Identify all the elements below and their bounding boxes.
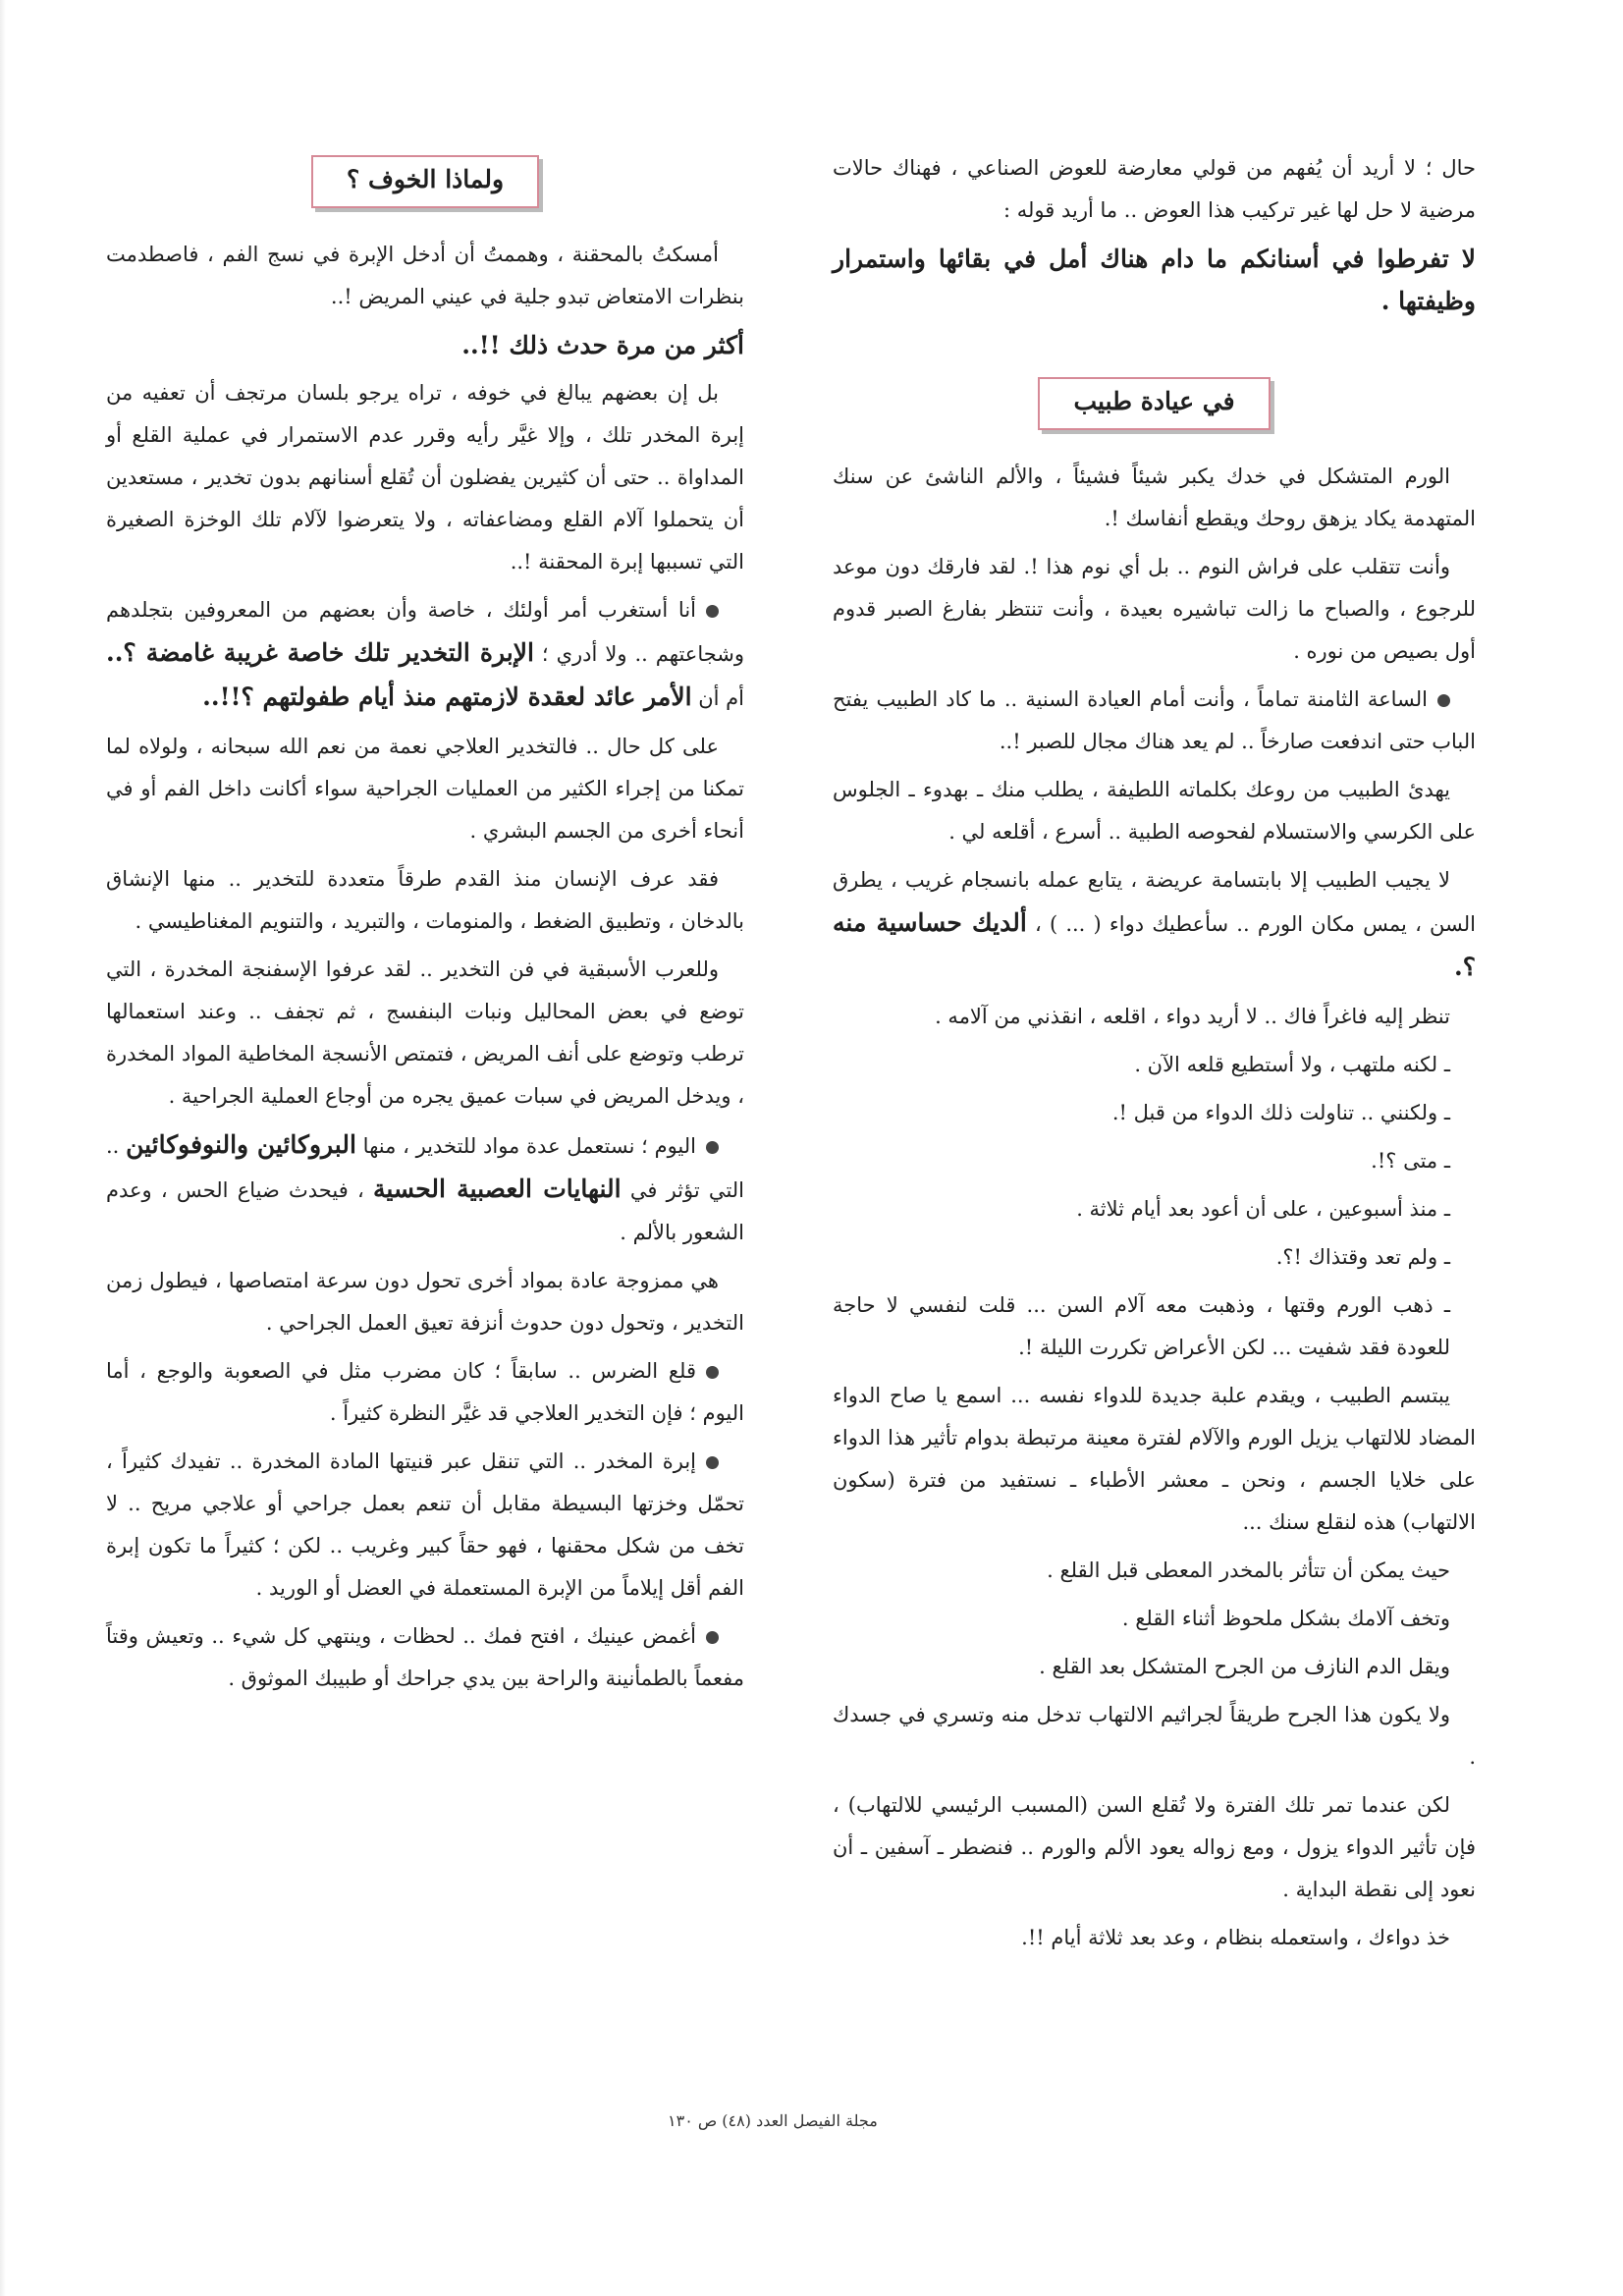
intro-paragraph: حال ؛ لا أريد أن يُفهم من قولي معارضة للعوض الصناعي ، فهناك حالات مرضية لا حل لها غير تركيب هذا العوض .. ما أريد قوله :: [833, 156, 1476, 222]
paragraph: هي ممزوجة عادة بمواد أخرى تحول دون سرعة امتصاصها ، فيطول زمن التخدير ، وتحول دون حدوث أنزفة تعيق العمل الجراحي .: [106, 1269, 744, 1335]
right-column: [833, 147, 1476, 1965]
paragraph: خذ دواءك ، واستعمله بنظام ، وعد بعد ثلاثة أيام !!.: [1021, 1926, 1450, 1949]
paragraph-text: أغمض عينيك ، افتح فمك .. لحظات ، وينتهي كل شيء .. وتعيش وقتاً مفعماً بالطمأنينة والراحة بين يدي جراحك أو طبيبك الموثوق .: [106, 1624, 744, 1690]
paragraph-emphasis: الإبرة التخدير تلك خاصة غريبة غامضة ؟..: [106, 638, 534, 667]
list-item: ويقل الدم النازف من الجرح المتشكل بعد القلع .: [1039, 1655, 1450, 1678]
bullet-icon: [1437, 694, 1450, 707]
dialogue-line: ـ ولم تعد وقتذاك !؟.: [1275, 1245, 1450, 1269]
paragraph-text: أنا أستغرب أمر أولئك ، خاصة وأن بعضهم من المعروفين بتجلدهم وشجاعتهم .. ولا أدري ؛: [106, 598, 745, 666]
paragraph-text: لا يجيب الطبيب إلا بابتسامة عريضة ، يتابع عمله بانسجام غريب ، يطرق السن ، يمس مكان الورم .. سأعطيك دواء ( ... ) ،: [833, 868, 1476, 936]
paragraph-text: اليوم ؛ نستعمل عدة مواد للتخدير ، منها: [362, 1134, 696, 1158]
paragraph: [106, 1615, 744, 1700]
paragraph-text: قلع الضرس .. سابقاً ؛ كان مضرب مثل في الصعوبة والوجع ، أما اليوم ؛ فإن التخدير العلاجي قد غيَّر النظرة كثيراً .: [106, 1359, 744, 1425]
dialogue-line: ـ منذ أسبوعين ، على أن أعود بعد أيام ثلاثة .: [1076, 1197, 1450, 1221]
paragraph: وللعرب الأسبقية في فن التخدير .. لقد عرفوا الإسفنجة المخدرة ، التي توضع في بعض المحاليل ونبات البنفسج ، ثم تجفف .. وعند استعمالها ترطب وتوضع على أنف المريض ، فتمتص الأنسجة المخاطية المواد المخدرة ، ويدخل المريض في سبات عميق يجره من أوجاع العملية الجراحية .: [106, 957, 744, 1108]
paragraph-text: إبرة المخدر .. التي تنقل عبر قنيتها المادة المخدرة .. تفيدك كثيراً ، تحمّل وخزتها البسيطة مقابل أن تنعم بعمل جراحي أو علاجي مريح .. لا تخف من شكل محقنها ، فهو حقاً كبير وغريب .. لكن ؛ كثيراً ما تكون إبرة الفم أقل إيلاماً من الإبرة المستعملة في العضل أو الوريد .: [106, 1449, 744, 1600]
intro-emphasis: لا تفرطوا في أسنانكم ما دام هناك أمل في بقائها واستمرار وظيفتها .: [833, 245, 1476, 315]
paragraph-text: .. التي تؤثر في: [106, 1134, 745, 1202]
paragraph: [106, 1123, 744, 1254]
paragraph-text: ، فيحدث ضياع الحس ، وعدم الشعور بالألم .: [106, 1178, 744, 1244]
dialogue-line: ـ متى ؟!.: [1371, 1149, 1450, 1173]
dialogue-line: ـ ولكنني .. تناولت ذلك الدواء من قبل !.: [1111, 1101, 1450, 1124]
paragraph: يبتسم الطبيب ، ويقدم علبة جديدة للدواء نفسه ... اسمع يا صاح الدواء المضاد للالتهاب يزيل الورم والآلام لفترة معينة مرتبطة بدوام تأثير هذا الدواء على خلايا الجسم ، ونحن ـ معشر الأطباء ـ نستفيد من فترة (سكون الالتهاب) هذه لنقلع سنك ...: [833, 1384, 1476, 1534]
list-item: حيث يمكن أن تتأثر بالمخدر المعطى قبل القلع .: [1047, 1558, 1450, 1582]
paragraph: [833, 859, 1476, 990]
scan-edge: [0, 0, 6, 2296]
bullet-icon: [706, 605, 719, 618]
bullet-icon: [706, 1366, 719, 1379]
dialogue-line: ـ ذهب الورم وقتها ، وذهبت معه آلام السن ... قلت لنفسي لا حاجة للعودة فقد شفيت ... لكن الأعراض تكررت الليلة !.: [833, 1293, 1450, 1359]
bullet-icon: [706, 1631, 719, 1644]
bullet-icon: [706, 1456, 719, 1469]
dialogue-line: ـ لكنه ملتهب ، ولا أستطيع قلعه الآن .: [1134, 1053, 1450, 1076]
list-item: وتخف آلامك بشكل ملحوظ أثناء القلع .: [1121, 1607, 1450, 1630]
paragraph: [833, 679, 1476, 763]
paragraph-text: الساعة الثامنة تماماً ، وأنت أمام العيادة السنية .. ما كاد الطبيب يفتح الباب حتى اندفعت صارخاً .. لم يعد هناك مجال للصبر !..: [833, 687, 1476, 753]
paragraph-emphasis: البروكائين والنوفوكائين: [126, 1130, 356, 1159]
section-heading-clinic: في عيادة طبيب: [1038, 377, 1270, 430]
paragraph-emphasis: أكثر من مرة حدث ذلك !!..: [461, 331, 744, 359]
paragraph: الورم المتشكل في خدك يكبر شيئاً فشيئاً ، والألم الناشئ عن سنك المتهدمة يكاد يزهق روحك ويقطع أنفاسك !.: [833, 465, 1476, 530]
paragraph-emphasis: ألديك حساسية منه ؟.: [833, 908, 1476, 981]
paragraph: بل إن بعضهم يبالغ في خوفه ، تراه يرجو بلسان مرتجف أن تعفيه من إبرة المخدر تلك ، وإلا غيَّر رأيه وقرر عدم الاستمرار في عملية القلع أو المداواة .. حتى أن كثيرين يفضلون أن تُقلع أسنانهم بدون تخدير ، مستعدين أن يتحملوا آلام القلع ومضاعفاته ، ولا يتعرضوا لآلام تلك الوخزة الصغيرة التي تسببها إبرة المحقنة !..: [106, 381, 744, 574]
paragraph: تنظر إليه فاغراً فاك .. لا أريد دواء ، اقلعه ، انقذني من آلامه .: [935, 1005, 1450, 1028]
paragraph: يهدئ الطبيب من روعك بكلماته اللطيفة ، يطلب منك ـ بهدوء ـ الجلوس على الكرسي والاستسلام لفحوصه الطبية .. أسرع ، أقلعه لي .: [833, 778, 1476, 844]
paragraph-emphasis: الأمر عائد لعقدة لازمتهم منذ أيام طفولتهم ؟!!..: [202, 683, 692, 711]
paragraph: [106, 1441, 744, 1610]
section-heading-fear: ولماذا الخوف ؟: [311, 155, 539, 208]
paragraph: [106, 1350, 744, 1435]
paragraph-text: أم أن: [698, 686, 744, 710]
paragraph: على كل حال .. فالتخدير العلاجي نعمة من نعم الله سبحانه ، ولولاه لما تمكنا من إجراء الكثير من العمليات الجراحية سواء أكانت داخل الفم أو في أنحاء أخرى من الجسم البشري .: [106, 735, 744, 843]
paragraph: أمسكتُ بالمحقنة ، وهممتُ أن أدخل الإبرة في نسج الفم ، فاصطدمت بنظرات الامتعاض تبدو جلية في عيني المريض !..: [106, 243, 744, 308]
paragraph: لكن عندما تمر تلك الفترة ولا تُقلع السن (المسبب الرئيسي للالتهاب) ، فإن تأثير الدواء يزول ، ومع زواله يعود الألم والورم .. فنضطر ـ آسفين ـ أن نعود إلى نقطة البداية .: [833, 1793, 1476, 1901]
paragraph: فقد عرف الإنسان منذ القدم طرقاً متعددة للتخدير .. منها الإنشاق بالدخان ، وتطبيق الضغط ، والمنومات ، والتبريد ، والتنويم المغناطيسي .: [106, 867, 744, 933]
page-footer: مجلة الفيصل العدد (٤٨) ص ١٣٠: [668, 2111, 878, 2130]
left-column: [106, 147, 744, 1706]
bullet-icon: [706, 1141, 719, 1154]
paragraph: [106, 589, 744, 720]
paragraph: وأنت تتقلب على فراش النوم .. بل أي نوم هذا !. لقد فارقك دون موعد للرجوع ، والصباح ما زالت تباشيره بعيدة ، وأنت تنتظر بفارغ الصبر قدوم أول بصيص من نوره .: [833, 555, 1476, 663]
paragraph-emphasis: النهايات العصبية الحسية: [372, 1175, 622, 1203]
list-item: ولا يكون هذا الجرح طريقاً لجراثيم الالتهاب تدخل منه وتسري في جسدك .: [833, 1703, 1476, 1769]
